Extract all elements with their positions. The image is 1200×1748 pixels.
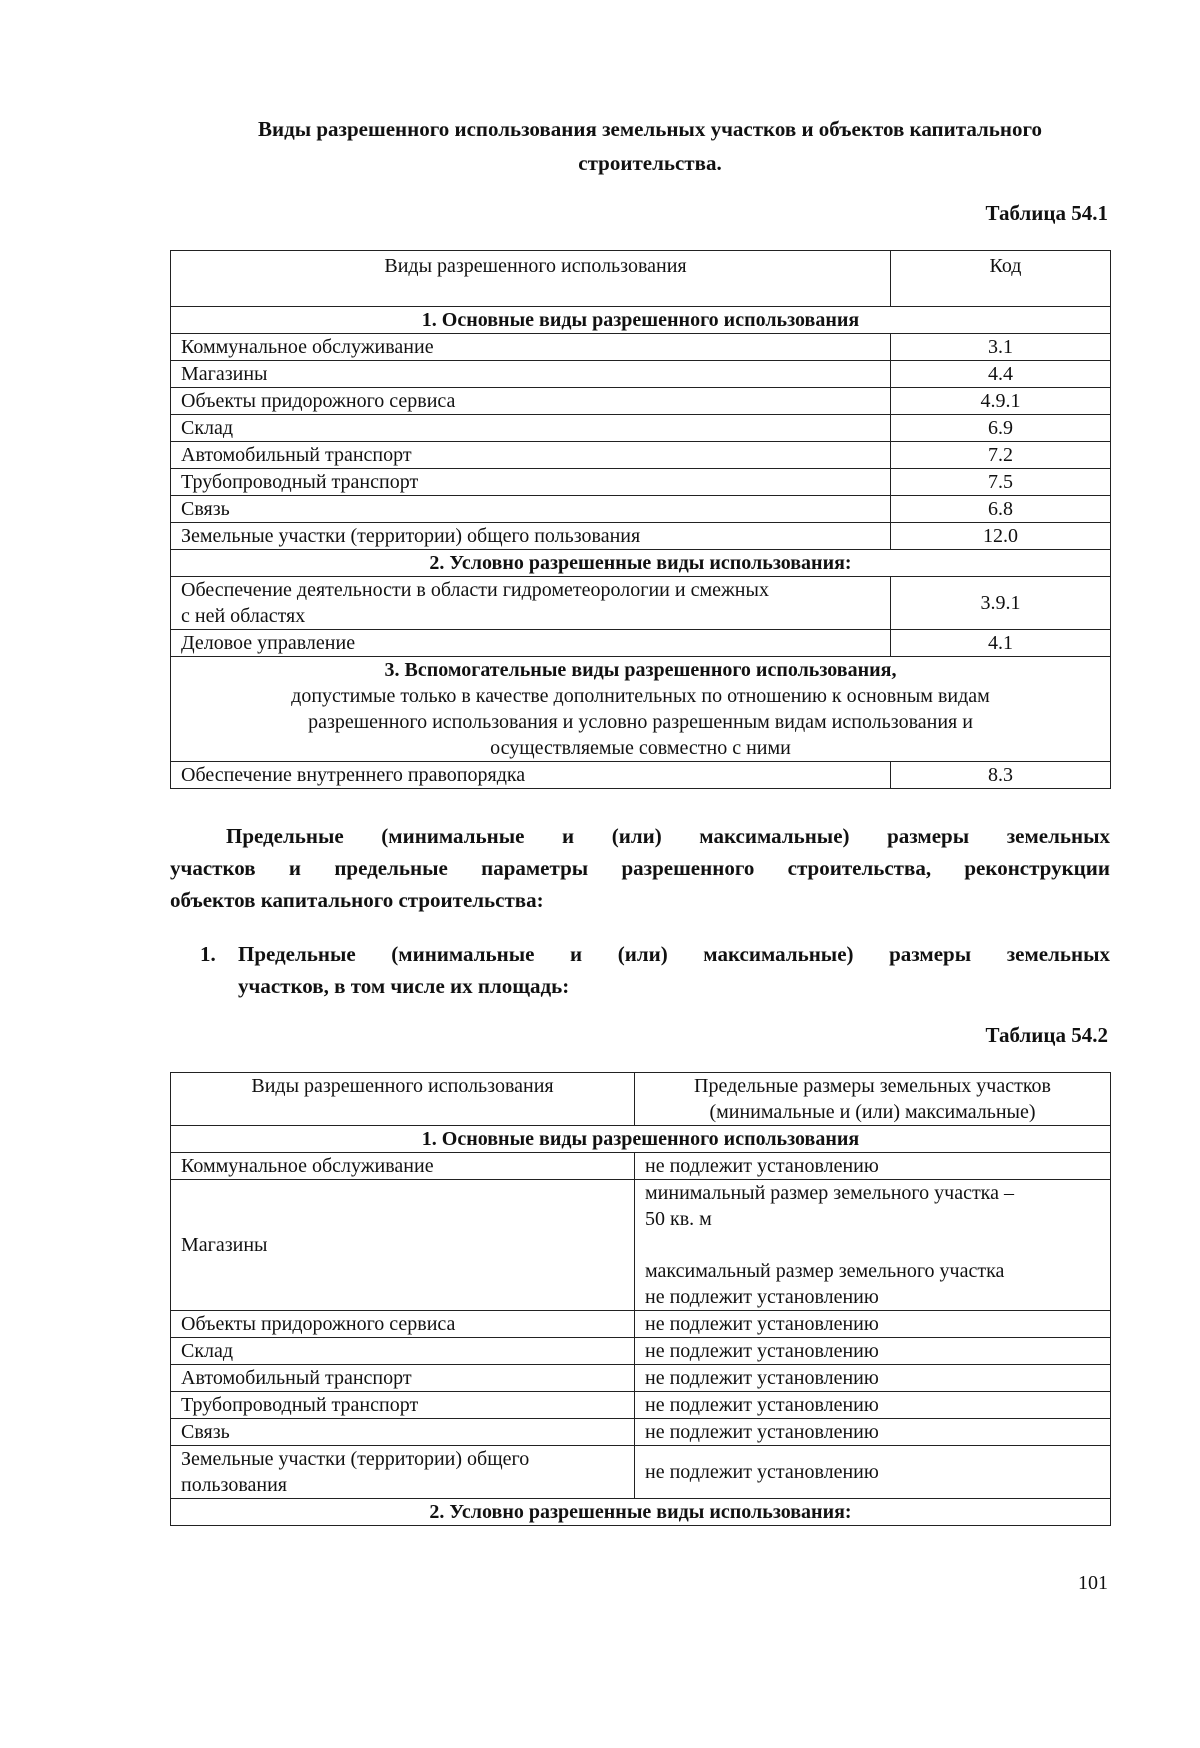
table-row (171, 1311, 1111, 1338)
size-limit (635, 1180, 1111, 1311)
table2-section1-row (171, 1126, 1111, 1153)
use-name: Коммунальное обслуживание (171, 1153, 635, 1180)
use-name: Склад (171, 415, 891, 442)
table2 (170, 1072, 1111, 1526)
limits-paragraph (170, 820, 1110, 916)
use-name (171, 1446, 635, 1499)
size-limit: не подлежит установлению (635, 1419, 1111, 1446)
table2-header-col1: Виды разрешенного использования (171, 1073, 635, 1126)
use-name: Обеспечение внутреннего правопорядка (171, 762, 891, 789)
table-row (171, 496, 1111, 523)
list-item-line1: Предельные (минимальные и (или) максимальные) размеры земельных (238, 942, 1110, 966)
table1-section3-row (171, 657, 1111, 762)
table2-section1: 1. Основные виды разрешенного использования (171, 1126, 1111, 1153)
use-code: 6.8 (891, 496, 1111, 523)
table1-header-row (171, 251, 1111, 307)
use-code: 4.9.1 (891, 388, 1111, 415)
use-name-line2: пользования (181, 1474, 287, 1496)
size-limit: не подлежит установлению (635, 1365, 1111, 1392)
use-code: 7.5 (891, 469, 1111, 496)
table-row (171, 1419, 1111, 1446)
table-row (171, 1446, 1111, 1499)
table1-section3-title: 3. Вспомогательные виды разрешенного использования, (384, 659, 897, 681)
size-limit-line4: не подлежит установлению (645, 1286, 879, 1308)
table-row (171, 415, 1111, 442)
size-limit: не подлежит установлению (635, 1446, 1111, 1499)
table1-section3-note (171, 683, 1110, 761)
table1-section1-row (171, 307, 1111, 334)
table-row (171, 1153, 1111, 1180)
table2-header-row (171, 1073, 1111, 1126)
table1-header-col2: Код (891, 251, 1111, 307)
table-row (171, 577, 1111, 630)
size-limit-line3: максимальный размер земельного участка (645, 1260, 1005, 1282)
table-row (171, 630, 1111, 657)
table-row (171, 469, 1111, 496)
use-code: 8.3 (891, 762, 1111, 789)
table1-section2: 2. Условно разрешенные виды использования: (171, 550, 1111, 577)
use-name: Автомобильный транспорт (171, 442, 891, 469)
limits-paragraph-line1: Предельные (минимальные и (или) максимальные) размеры земельных (226, 824, 1110, 848)
list-item-number: 1. (200, 942, 216, 966)
use-name: Магазины (171, 1180, 635, 1311)
table1-section3 (171, 657, 1111, 762)
table-row (171, 1338, 1111, 1365)
table-row (171, 388, 1111, 415)
page-title-line1: Виды разрешенного использования земельных участков и объектов капитального (257, 117, 1043, 141)
use-name: Магазины (171, 361, 891, 388)
table-row (171, 442, 1111, 469)
table-row (171, 361, 1111, 388)
table2-header-col2 (635, 1073, 1111, 1126)
table1-header-col1: Виды разрешенного использования (171, 251, 891, 307)
limits-paragraph-line3: объектов капитального строительства: (170, 888, 544, 912)
use-name: Объекты придорожного сервиса (171, 1311, 635, 1338)
table2-header-col2-line2: (минимальные и (или) максимальные) (709, 1101, 1036, 1123)
use-name: Автомобильный транспорт (171, 1365, 635, 1392)
table1-section2-row (171, 550, 1111, 577)
page-title (170, 112, 1130, 180)
table-row (171, 762, 1111, 789)
size-limit: не подлежит установлению (635, 1153, 1111, 1180)
size-limit: не подлежит установлению (635, 1392, 1111, 1419)
list-item-text (238, 938, 1110, 1002)
table2-caption: Таблица 54.2 (985, 1023, 1108, 1047)
use-name: Деловое управление (171, 630, 891, 657)
page-title-line2: строительства. (578, 151, 722, 175)
use-code: 12.0 (891, 523, 1111, 550)
use-name: Склад (171, 1338, 635, 1365)
use-code: 3.9.1 (891, 577, 1111, 630)
use-name: Связь (171, 1419, 635, 1446)
use-name: Связь (171, 496, 891, 523)
table-row (171, 1392, 1111, 1419)
table1-caption: Таблица 54.1 (985, 201, 1108, 225)
table2-header-col2-line1: Предельные размеры земельных участков (694, 1075, 1051, 1097)
use-name: Коммунальное обслуживание (171, 334, 891, 361)
use-code: 7.2 (891, 442, 1111, 469)
table1-section3-note-line3: осуществляемые совместно с ними (490, 737, 791, 759)
use-code: 6.9 (891, 415, 1111, 442)
size-limit: не подлежит установлению (635, 1338, 1111, 1365)
use-name: Трубопроводный транспорт (171, 1392, 635, 1419)
table-row (171, 334, 1111, 361)
page-number: 101 (1078, 1572, 1108, 1594)
list-item-line2: участков, в том числе их площадь: (238, 974, 570, 998)
use-name (171, 577, 891, 630)
table-row (171, 1365, 1111, 1392)
table2-section2-row (171, 1499, 1111, 1526)
table1-section1: 1. Основные виды разрешенного использования (171, 307, 1111, 334)
table1 (170, 250, 1111, 789)
use-name: Земельные участки (территории) общего пользования (171, 523, 891, 550)
table1-section3-note-line1: допустимые только в качестве дополнительных по отношению к основным видам (291, 685, 990, 707)
size-limit-line1: минимальный размер земельного участка – (645, 1182, 1014, 1204)
use-name: Трубопроводный транспорт (171, 469, 891, 496)
size-limit-line2: 50 кв. м (645, 1208, 712, 1230)
table1-section3-note-line2: разрешенного использования и условно разрешенным видам использования и (308, 711, 973, 733)
use-code: 4.4 (891, 361, 1111, 388)
use-name-line1: Земельные участки (территории) общего (181, 1448, 530, 1470)
size-limit: не подлежит установлению (635, 1311, 1111, 1338)
use-name: Объекты придорожного сервиса (171, 388, 891, 415)
table-row (171, 1180, 1111, 1311)
table2-section2: 2. Условно разрешенные виды использования: (171, 1499, 1111, 1526)
table-row (171, 523, 1111, 550)
use-code: 4.1 (891, 630, 1111, 657)
use-code: 3.1 (891, 334, 1111, 361)
limits-paragraph-line2: участков и предельные параметры разрешенного строительства, реконструкции (170, 856, 1110, 880)
size-limit-gap (645, 1232, 1110, 1258)
use-name-line1: Обеспечение деятельности в области гидрометеорологии и смежных (181, 579, 769, 601)
use-name-line2: с ней областях (181, 605, 306, 627)
